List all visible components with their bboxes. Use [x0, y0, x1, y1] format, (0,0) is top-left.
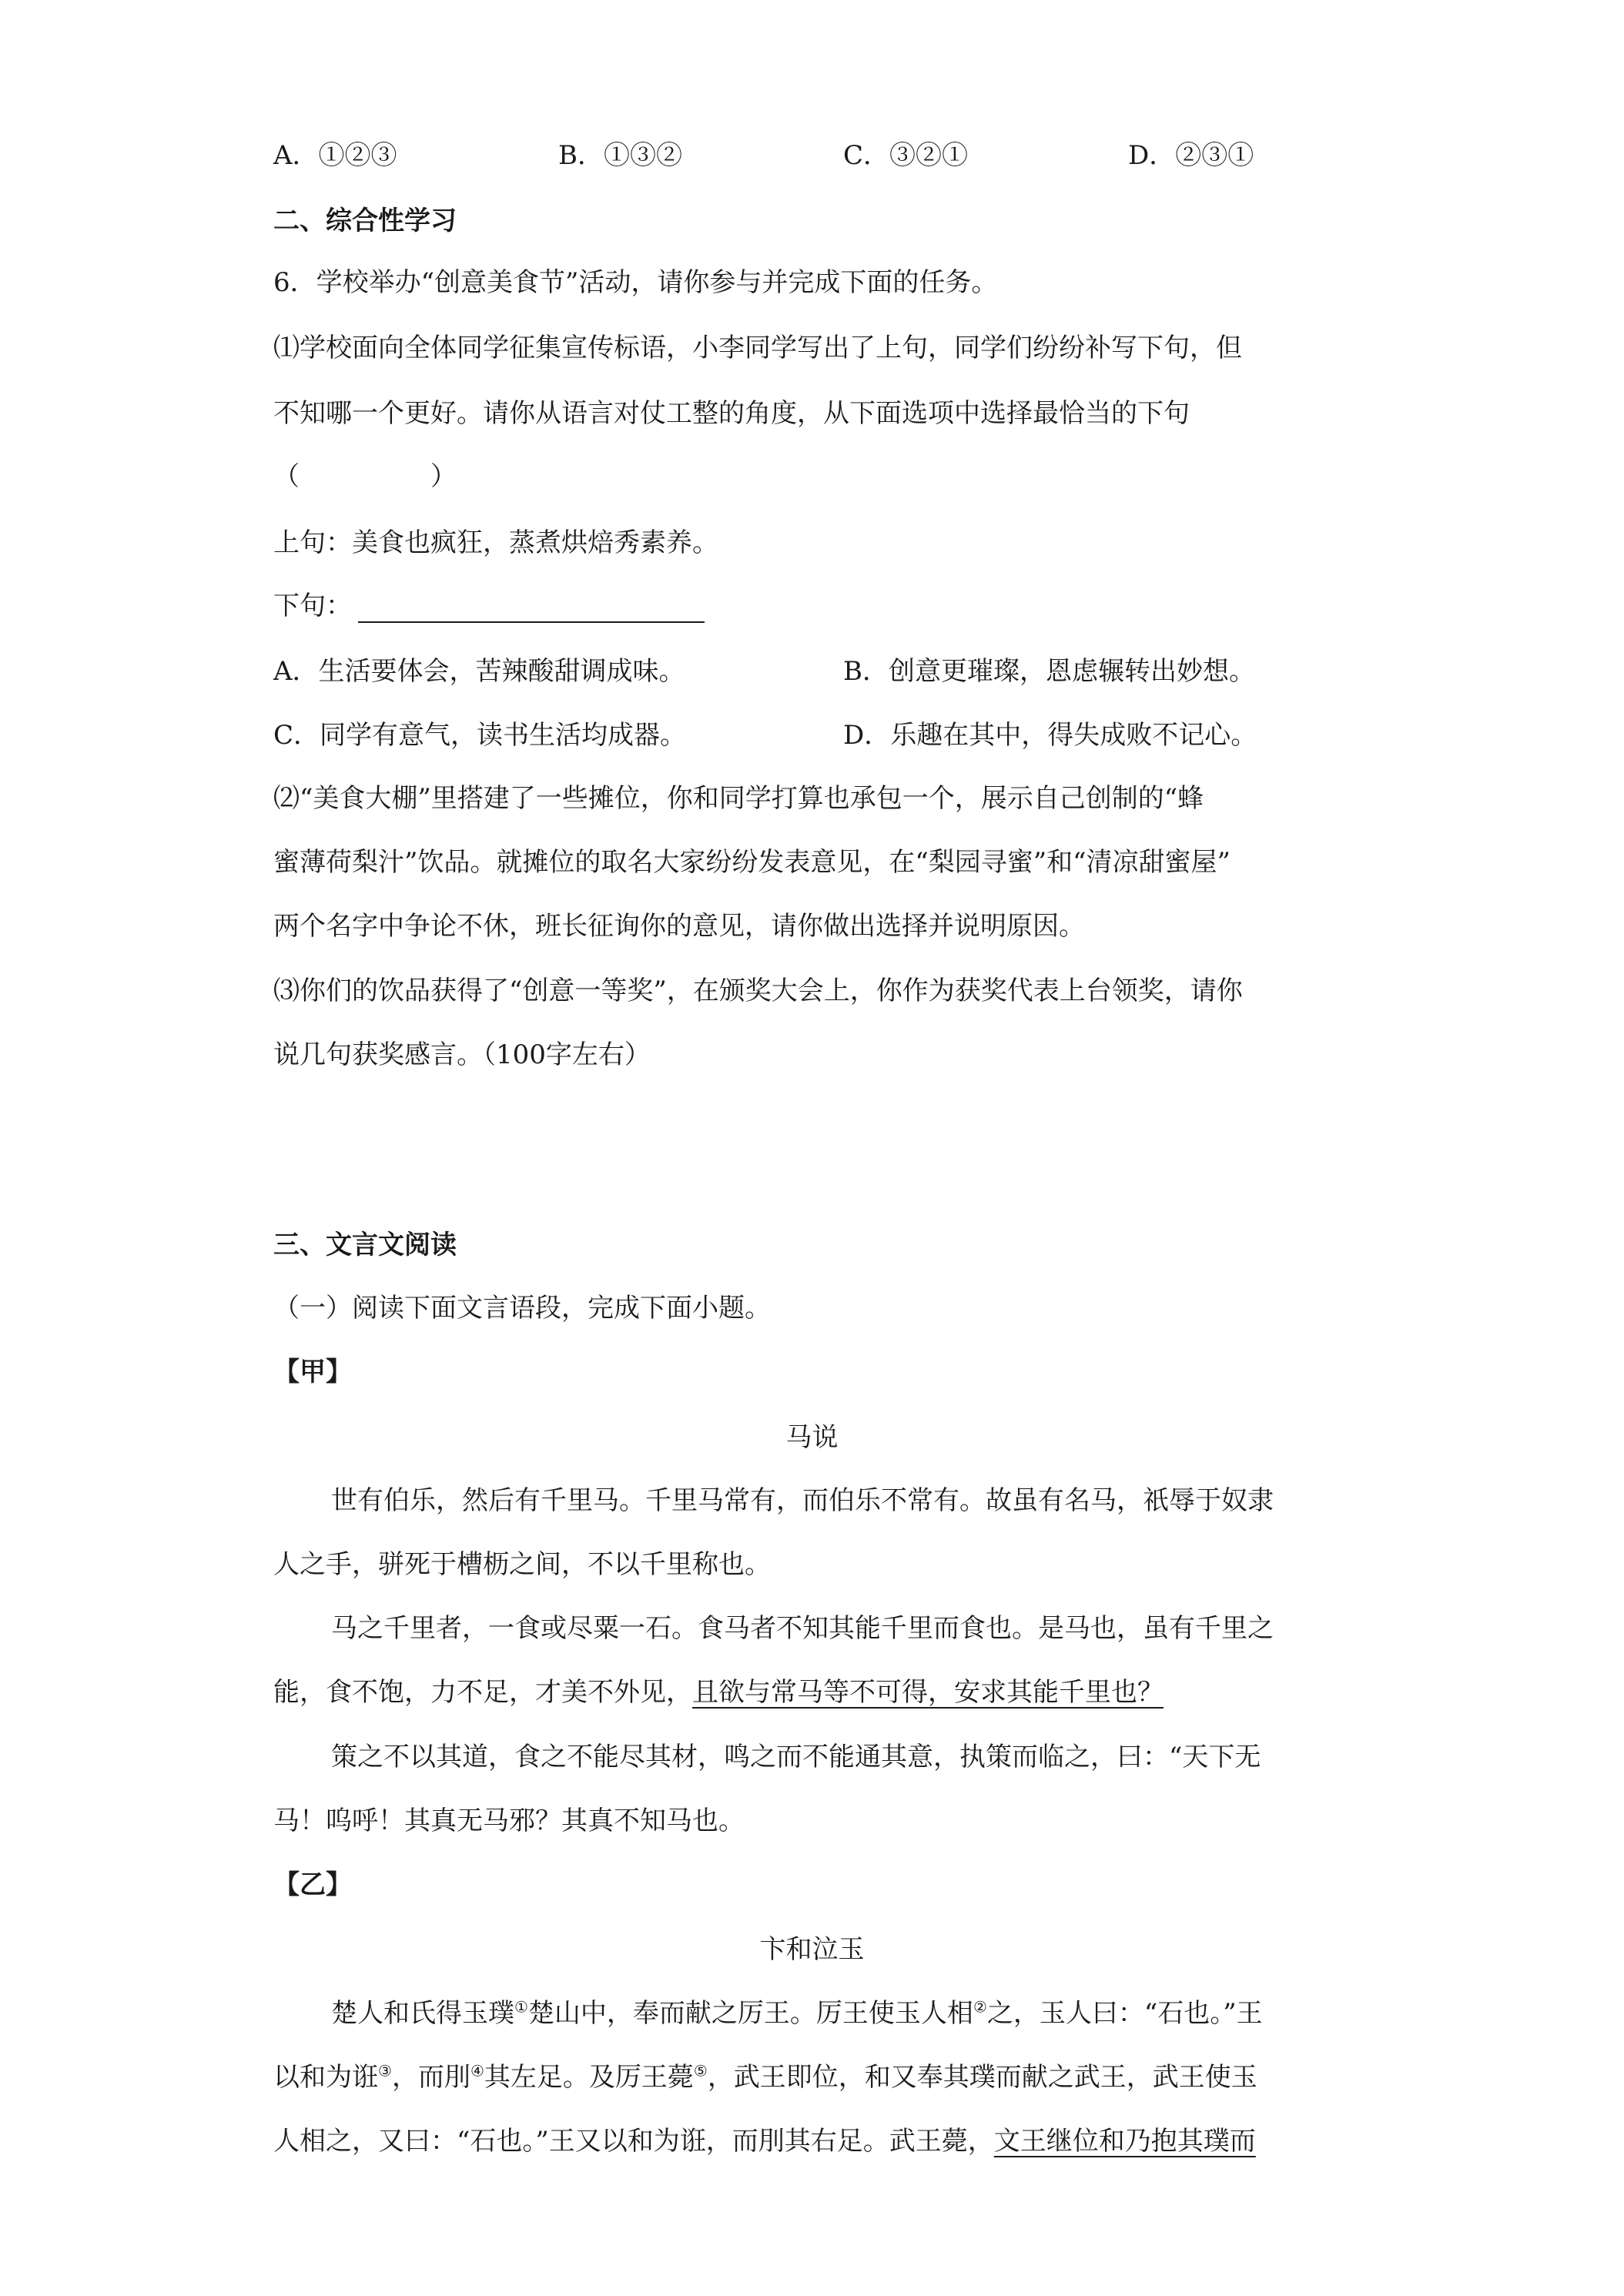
jia-underlined-sentence: 且欲与常马等不可得，安求其能千里也？	[692, 1677, 1164, 1708]
yi-line3-text: 人相之，又曰：“石也。”王又以和为诳，而刖其右足。武王薨，	[273, 2126, 994, 2157]
q6-part2-line2: 蜜薄荷梨汁”饮品。就摊位的取名大家纷纷发表意见，在“梨园寻蜜”和“清凉甜蜜屋”	[273, 847, 1231, 878]
yi-line2-a: 以和为诳	[273, 2062, 378, 2093]
passage-yi-label: 【乙】	[273, 1869, 352, 1900]
q6-part3-line2: 说几句获奖感言。（100字左右）	[273, 1039, 651, 1070]
yi-line2	[273, 2060, 1257, 2094]
jia-p1-line1: 世有伯乐，然后有千里马。千里马常有，而伯乐不常有。故虽有名马，祇辱于奴隶	[331, 1485, 1274, 1516]
yi-line1-b: 楚山中，奉而献之厉王。厉王使玉人相	[527, 1998, 973, 2029]
jia-p2-line2	[273, 1675, 1164, 1709]
yi-line2-b: ，而刖	[391, 2062, 470, 2093]
jia-p1-line2: 人之手，骈死于槽枥之间，不以千里称也。	[273, 1549, 771, 1580]
q6-intro: 6．学校举办“创意美食节”活动，请你参与并完成下面的任务。	[273, 267, 998, 298]
section3-heading: 三、文言文阅读	[273, 1230, 457, 1260]
lower-answer-blank[interactable]	[358, 595, 705, 623]
q6-part3-line1: ⑶你们的饮品获得了“创意一等奖”，在颁奖大会上，你作为获奖代表上台领奖，请你	[273, 976, 1243, 1006]
yi-line1	[331, 1996, 1263, 2030]
passage-jia-label: 【甲】	[273, 1357, 352, 1387]
q5-option-a[interactable]: A．①②③	[273, 140, 397, 171]
section2-heading: 二、综合性学习	[273, 206, 457, 236]
yi-underlined-sentence: 文王继位和乃抱其璞而	[993, 2126, 1256, 2157]
yi-line1-a: 楚人和氏得玉璞	[331, 1998, 514, 2029]
q6-option-a[interactable]: A．生活要体会，苦辣酸甜调成味。	[273, 656, 685, 687]
jia-p3-line2: 马！呜呼！其真无马邪？其真不知马也。	[273, 1806, 745, 1836]
yi-line2-c: 其左足。及厉王薨	[484, 2062, 694, 2093]
q6-part1-line2: 不知哪一个更好。请你从语言对仗工整的角度，从下面选项中选择最恰当的下句	[273, 398, 1190, 429]
q6-option-d[interactable]: D．乐趣在其中，得失成败不记心。	[843, 720, 1257, 751]
q6-option-c[interactable]: C．同学有意气，读书生活均成器。	[273, 720, 687, 751]
q6-part2-line1: ⑵“美食大棚”里搭建了一些摊位，你和同学打算也承包一个，展示自己创制的“蜂	[273, 783, 1204, 814]
footnote-marker-3: ③	[378, 2061, 392, 2080]
footnote-marker-1: ①	[514, 1997, 528, 2017]
yi-line1-c: 之，玉人曰：“石也。”王	[986, 1998, 1263, 2029]
q5-option-d[interactable]: D．②③①	[1128, 140, 1254, 171]
yi-line2-d: ，武王即位，和又奉其璞而献之武王，武王使玉	[707, 2062, 1257, 2093]
jia-p3-line1: 策之不以其道，食之不能尽其材，鸣之而不能通其意，执策而临之，曰：“天下无	[331, 1742, 1261, 1772]
yi-line3	[273, 2124, 1256, 2158]
q5-option-c[interactable]: C．③②①	[843, 140, 969, 171]
q5-option-b[interactable]: B．①③②	[558, 140, 682, 171]
q6-answer-paren[interactable]: （ ）	[273, 461, 457, 492]
q6-lower-line	[273, 589, 705, 623]
q6-option-b[interactable]: B．创意更璀璨，恩虑辗转出妙想。	[843, 656, 1255, 687]
q6-upper-line: 上句：美食也疯狂，蒸煮烘焙秀素养。	[273, 527, 718, 558]
footnote-marker-2: ②	[973, 1997, 987, 2017]
footnote-marker-5: ⑤	[693, 2061, 708, 2080]
q6-part2-line3: 两个名字中争论不休，班长征询你的意见，请你做出选择并说明原因。	[273, 911, 1085, 942]
footnote-marker-4: ④	[470, 2061, 484, 2080]
jia-p2-line1: 马之千里者，一食或尽粟一石。食马者不知其能千里而食也。是马也，虽有千里之	[331, 1613, 1274, 1644]
passage-jia-title: 马说	[785, 1422, 839, 1453]
section3-intro: （一）阅读下面文言语段，完成下面小题。	[273, 1293, 771, 1324]
q6-part1-line1: ⑴学校面向全体同学征集宣传标语，小李同学写出了上句，同学们纷纷补写下句，但	[273, 333, 1242, 363]
lower-label: 下句：	[273, 591, 352, 621]
jia-p2-line2-text: 能，食不饱，力不足，才美不外见，	[273, 1677, 692, 1708]
passage-yi-title: 卞和泣玉	[759, 1934, 865, 1965]
